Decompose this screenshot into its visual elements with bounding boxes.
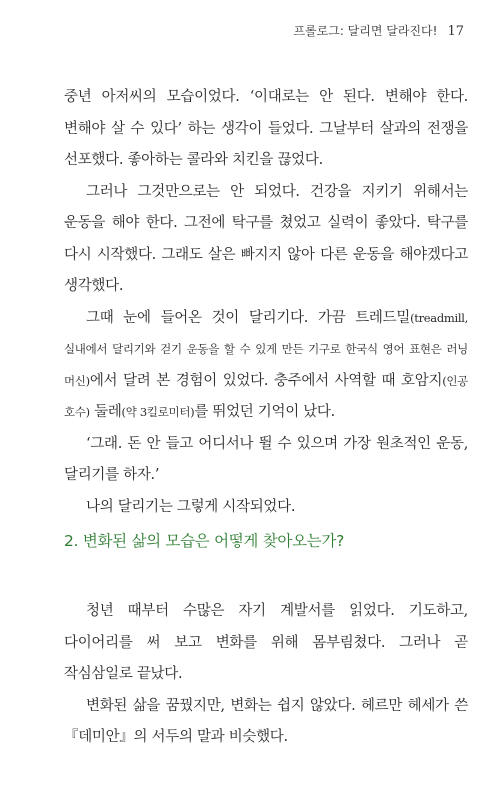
page-number: 17 — [447, 24, 464, 39]
paragraph-1: 중년 아저씨의 모습이었다. ‘이대로는 안 된다. 변해야 한다. 변해야 살 수 있다’ 하는 생각이 들었다. 그날부터 살과의 전쟁을 선포했다. 좋아하는 콜라와 치킨을 끊었다. — [64, 89, 468, 168]
body-text — [64, 82, 468, 523]
paragraph-5: 나의 달리기는 그렇게 시작되었다. — [86, 498, 296, 515]
paragraph-2: 그러나 그것만으로는 안 되었다. 건강을 지키기 위해서는 운동을 해야 한다. 그전에 탁구를 쳤었고 실력이 좋았다. 탁구를 다시 시작했다. 그래도 살은 빠지지 않아 다른 운동을 해야겠다고 생각했다. — [64, 183, 468, 294]
treadmill-aside: (treadmill, 실내에서 달리기와 걷기 운동을 할 수 있게 만든 기구로 한국식 영어 표현은 러닝 머신) — [64, 310, 468, 388]
section-body — [64, 596, 468, 754]
paragraph-3-text-c: 에서 달려 본 경험이 있었다. 충주에서 사역할 때 호암지 — [89, 372, 443, 389]
paragraph-3-text-e: 둘레 — [89, 404, 122, 420]
paragraph-4: ‘그래. 돈 안 들고 어디서나 뛸 수 있으며 가장 원초적인 운동, 달리기를 하자.’ — [64, 435, 468, 483]
distance-aside: (약 3킬로미터) — [121, 405, 195, 419]
section-heading: 2. 변화된 삶의 모습은 어떻게 찾아오는가? — [64, 532, 345, 550]
paragraph-3-text-g: 를 뛰었던 기억이 났다. — [194, 404, 335, 420]
paragraph-3-text-a: 그때 눈에 들어온 것이 달리기다. 가끔 트레드밀 — [86, 309, 411, 326]
lake-aside: (인공 호수) — [64, 373, 468, 419]
running-head — [293, 22, 464, 39]
section-paragraph-1: 청년 때부터 수많은 자기 계발서를 읽었다. 기도하고, 다이어리를 써 보고 변화를 위해 몸부림쳤다. 그러나 곧 작심삼일로 끝났다. — [64, 603, 468, 682]
section-paragraph-2: 변화된 삶을 꿈꿨지만, 변화는 쉽지 않았다. 헤르만 헤세가 쓴 『데미안』의 서두의 말과 비슷했다. — [64, 697, 468, 745]
paragraph-3 — [64, 303, 468, 429]
running-title: 프롤로그: 달리면 달라진다! — [293, 24, 438, 38]
